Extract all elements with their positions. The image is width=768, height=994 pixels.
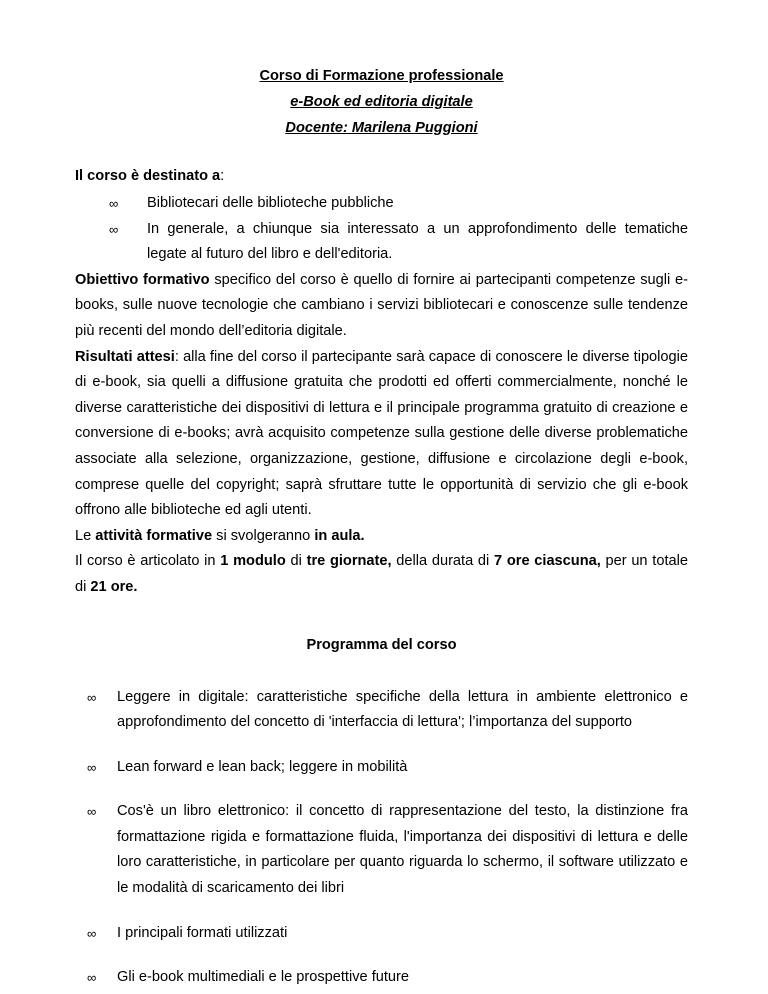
- bullet-icon: ∞: [109, 221, 119, 237]
- text-run: per un totale di: [75, 553, 688, 595]
- bold-run: 1 modulo: [220, 553, 286, 570]
- results-label: Risultati attesi: [75, 348, 175, 365]
- list-item-text: Gli e-book multimediali e le prospettive future: [117, 969, 410, 986]
- teacher-text: Docente: Marilena Puggioni: [285, 120, 478, 136]
- bullet-icon: ∞: [87, 689, 97, 705]
- objective-label: Obiettivo formativo: [75, 271, 210, 288]
- activities-paragraph: [75, 524, 688, 550]
- bullet-icon: ∞: [87, 970, 97, 986]
- list-item-text: Lean forward e lean back; leggere in mobilità: [117, 758, 408, 775]
- results-paragraph: [75, 345, 688, 524]
- list-item: [87, 799, 688, 901]
- target-list: [75, 191, 688, 268]
- bold-run: in aula.: [314, 527, 365, 544]
- structure-paragraph: [75, 549, 688, 600]
- list-item: [87, 965, 688, 991]
- program-list: [75, 685, 688, 991]
- course-title: Corso di Formazione professionale: [259, 68, 504, 84]
- list-item-text: Leggere in digitale: caratteristiche specifiche della lettura in ambiente elettronico e approfondimento del concetto di 'interfaccia di lettura'; l’importanza del supporto: [117, 688, 688, 731]
- bold-run: tre giornate,: [306, 553, 392, 570]
- bullet-icon: ∞: [109, 196, 119, 211]
- target-heading-colon: :: [220, 168, 225, 184]
- title-block: [75, 63, 688, 141]
- list-item-text: Cos'è un libro elettronico: il concetto di rappresentazione del testo, la distinzione fra formattazione rigida e formattazione fluida, l'importanza dei dispositivi di lettura e delle loro caratteristiche, in particolare per quanto riguarda lo schermo, il software utilizzato e le modalità di scaricamento dei libri: [117, 803, 688, 897]
- results-text: : alla fine del corso il partecipante sarà capace di conoscere le diverse tipologie di e-book, sia quelli a diffusione gratuita che prodotti ed offerti commercialmente, nonché le diverse caratteristiche dei dispositivi di lettura e il principale programma gratuito di creazione e conversione di e-books; avrà acquisito competenze sulla gestione delle diverse problematiche associate alla selezione, organizzazione, gestione, diffusione e circolazione degli e-book, comprese quelle del copyright; saprà sfruttare tutte le opportunità di servizio che gli e-book offrono alle biblioteche ed agli utenti.: [75, 348, 689, 519]
- list-item: [87, 685, 688, 736]
- target-heading-bold: Il corso è destinato a: [75, 168, 221, 184]
- bold-run: attività formative: [95, 527, 213, 544]
- list-item: [87, 921, 688, 947]
- bullet-icon: ∞: [87, 759, 97, 775]
- list-item: [109, 217, 688, 268]
- list-item-text: Bibliotecari delle biblioteche pubbliche: [147, 195, 394, 211]
- list-item-text: In generale, a chiunque sia interessato a un approfondimento delle tematiche legate al futuro del libro e dell'editoria.: [147, 220, 688, 263]
- list-item-text: I principali formati utilizzati: [117, 924, 288, 941]
- bold-run: 7 ore ciascuna,: [494, 553, 601, 570]
- bullet-icon: ∞: [87, 804, 97, 820]
- objective-text: specifico del corso è quello di fornire ai partecipanti competenze sugli e-books, sulle nuove tecnologie che cambiano i servizi bibliotecari e conoscenze sulle tendenze più recenti del mondo dell’editoria digitale.: [75, 271, 689, 339]
- text-run: si svolgeranno: [212, 527, 315, 544]
- teacher-name: [75, 115, 688, 141]
- course-subtitle: e-Book ed editoria digitale: [290, 94, 473, 110]
- bullet-icon: ∞: [87, 925, 97, 941]
- text-run: di: [285, 553, 307, 570]
- text-run: Le: [75, 527, 96, 544]
- bold-run: 21 ore.: [90, 578, 138, 595]
- program-title: Programma del corso: [306, 636, 457, 653]
- text-run: della durata di: [391, 553, 495, 570]
- list-item: [87, 755, 688, 781]
- list-item: [109, 191, 688, 217]
- text-run: Il corso è articolato in: [75, 553, 221, 570]
- target-heading: [75, 163, 688, 189]
- objective-paragraph: [75, 268, 688, 345]
